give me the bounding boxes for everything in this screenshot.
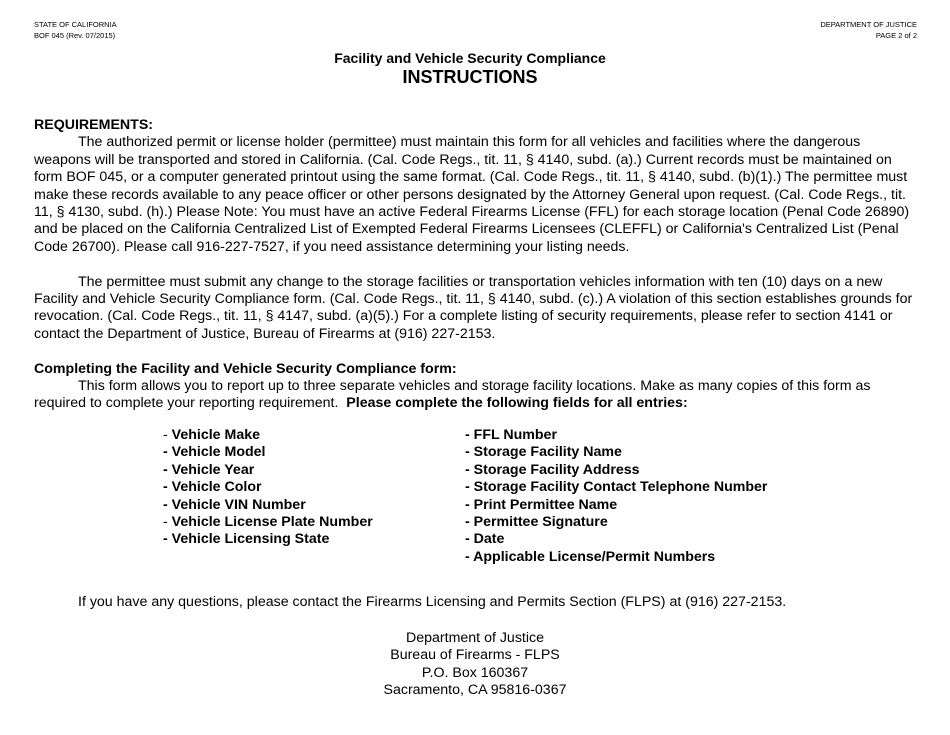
list-item: - Vehicle Make (163, 427, 261, 443)
list-item: - Vehicle Year (163, 461, 255, 478)
list-item: - Date (465, 531, 505, 548)
address-line-2: Bureau of Firearms - FLPS (390, 647, 560, 664)
fields-list-left (163, 427, 373, 549)
page-number: PAGE 2 of 2 (875, 31, 917, 40)
list-item: - Storage Facility Name (465, 444, 622, 461)
contact-text: If you have any questions, please contact the Firearms Licensing and Permits Section (FLPS) at (916) 227-2153. (78, 594, 787, 610)
address-line-3: P.O. Box 160367 (421, 664, 529, 681)
list-item: - Vehicle VIN Number (163, 496, 306, 513)
mailing-address (0, 630, 950, 700)
list-item: - Print Permittee Name (465, 496, 618, 513)
list-item: - FFL Number (465, 427, 557, 443)
list-item: - Vehicle License Plate Number (163, 514, 373, 531)
requirements-paragraph-1: The authorized permit or license holder (permittee) must maintain this form for all vehicles and facilities where the dangerous weapons will be transported and stored in California. (Cal. Code Regs., tit. 11, § 4140, subd. (a).) Current records must be maintained on form BOF 045, or a computer generated printout using the same format. (Cal. Code Regs., tit. 11, § 4140, subd. (b)(1).) The permittee must make these records available to any peace officer or other persons designated by the Attorney General upon request. (Cal. Code Regs., tit. 11, § 4130, subd. (h).) Please Note: You must have an active Federal Firearms License (FFL) for each storage location (Penal Code 26890) and be placed on the California Centralized List of Exempted Federal Firearms Licensees (CLEFFL) or California's Centralized List (Penal Code 26700). Please call 916-227-7527, if you need assistance determining your listing needs. (34, 134, 910, 255)
page-subtitle: INSTRUCTIONS (402, 67, 538, 87)
list-item: - Applicable License/Permit Numbers (465, 548, 716, 565)
list-item: - Storage Facility Address (465, 461, 640, 478)
list-item: - Vehicle Color (163, 479, 262, 496)
completing-bold-text: Please complete the following fields for all entries: (346, 395, 688, 412)
state-label: STATE OF CALIFORNIA (34, 20, 117, 29)
fields-list-right (465, 427, 767, 566)
list-item: - Storage Facility Contact Telephone Number (465, 479, 768, 496)
list-item: - Permittee Signature (465, 514, 608, 531)
requirements-paragraph-2: The permittee must submit any change to the storage facilities or transportation vehicles information with ten (10) days on a new Facility and Vehicle Security Compliance form. (Cal. Code Regs., tit. 11, § 4140, subd. (c).) A violation of this section establishes grounds for revocation. (Cal. Code Regs., tit. 11, § 4147, subd. (a)(5).) For a complete listing of security requirements, please refer to section 4141 or contact the Department of Justice, Bureau of Firearms at (916) 227-2153. (34, 273, 913, 342)
completing-heading: Completing the Facility and Vehicle Security Compliance form: (34, 360, 457, 377)
page-title: Facility and Vehicle Security Compliance (334, 50, 606, 66)
address-line-1: Department of Justice (406, 630, 544, 646)
completing-paragraph (34, 378, 914, 413)
requirements-heading: REQUIREMENTS: (34, 117, 154, 133)
address-line-4: Sacramento, CA 95816-0367 (383, 682, 567, 699)
list-item: - Vehicle Model (163, 444, 266, 461)
instructions-body (34, 117, 914, 413)
form-number: BOF 045 (Rev. 07/2015) (34, 31, 116, 40)
list-item: - Vehicle Licensing State (163, 531, 330, 548)
department-label: DEPARTMENT OF JUSTICE (820, 20, 917, 29)
completing-text: This form allows you to report up to three separate vehicles and storage facility locations. Make as many copies of this form as required to complete your reporting requirement. (34, 378, 871, 412)
